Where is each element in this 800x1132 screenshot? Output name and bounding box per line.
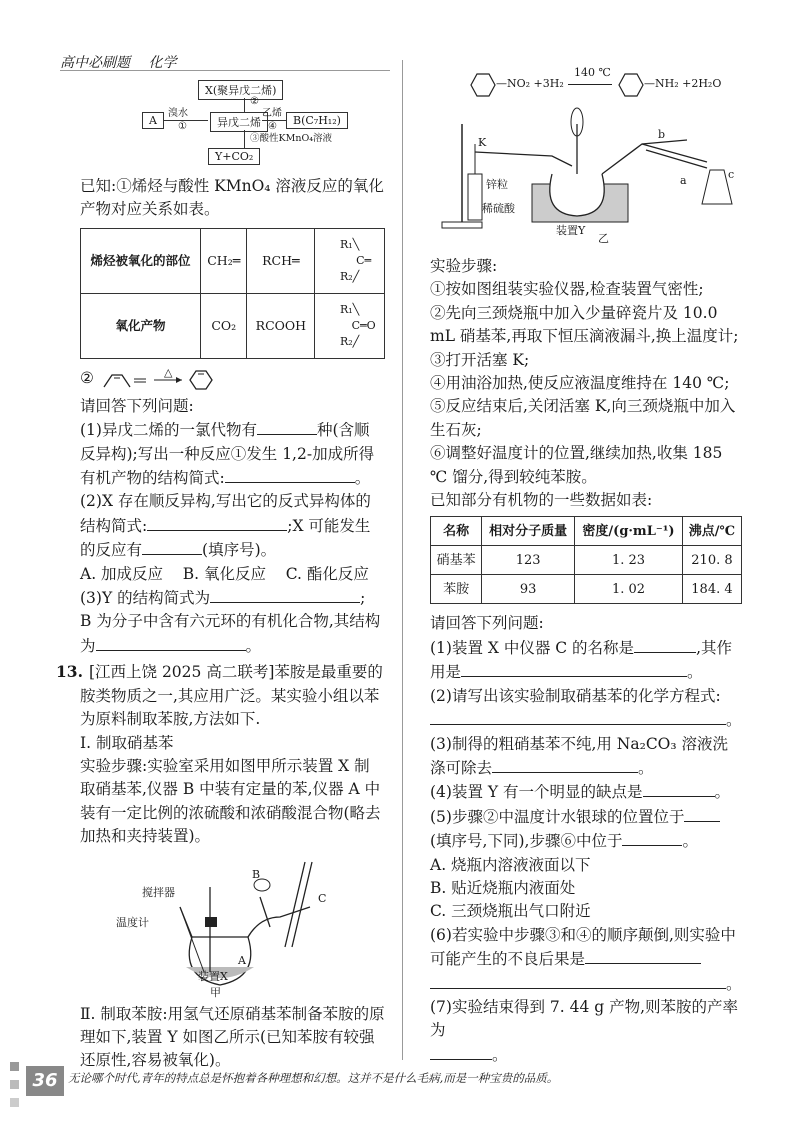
col-bp: 沸点/℃ [682, 517, 741, 546]
scheme-center: 异戊二烯 [210, 112, 268, 132]
section-1-title: Ⅰ. 制取硝基苯 [80, 733, 174, 752]
benzene-icon-2 [618, 72, 644, 98]
header-rule [60, 70, 390, 71]
r-q4: (4)装置 Y 有一个明显的缺点是 。 [430, 780, 742, 804]
section-2-text: Ⅱ. 制取苯胺:用氢气还原硝基苯制备苯胺的原理如下,装置 Y 如图乙所示(已知苯胺有较强还原性,容易被氧化)。 [80, 1004, 385, 1070]
table-row: 硝基苯 123 1. 23 210. 8 [431, 546, 742, 575]
step-6: ⑥调整好温度计的位置,继续加热,收集 185 ℃ 馏分,得到较纯苯胺。 [430, 444, 723, 486]
step-1: ①按如图组装实验仪器,检查装置气密性; [430, 280, 704, 299]
ox-prod-3-r1: R₁ [339, 302, 353, 316]
section-1-text: 实验步骤:实验室采用如图甲所示装置 X 制取硝基苯,仪器 B 中装有定量的苯,仪器 A 中装有一定比例的浓硫酸和浓硝酸混合物(略去加热和夹持装置)。 [80, 756, 381, 846]
scheme-r1n: ① [178, 121, 187, 132]
q3-blank-2[interactable] [96, 634, 246, 651]
step-4: ④用油浴加热,使反应液温度维持在 140 ℃; [430, 374, 730, 393]
q3: (3)Y 的结构简式为 ; B 为分子中含有六元环的有机化合物,其结构为 。 [80, 586, 385, 658]
scheme-b: B(C₇H₁₂) [286, 112, 348, 129]
col-name: 名称 [431, 517, 482, 546]
ox-site-3: R₁╲ C═ R₂╱ [315, 228, 385, 293]
problem-13-source: [江西上饶 2025 高二联考] [88, 663, 275, 682]
scheme-arrow-down [244, 130, 245, 148]
r-q5-blank-1[interactable] [684, 805, 720, 822]
problem-13-intro: 13. [江西上饶 2025 高二联考]苯胺是最重要的胺类物质之一,其应用广泛。某实验小组以苯为原料制取苯胺,方法如下. [56, 662, 383, 729]
q2-blank-1[interactable] [147, 514, 287, 531]
known-2-heat: △ [164, 365, 173, 379]
caption-x: 装置X [198, 969, 228, 983]
label-zinc: 锌粒 [486, 178, 508, 191]
running-header [60, 52, 176, 72]
r-q1: (1)装置 X 中仪器 C 的名称是 ,其作用是 。 [430, 636, 742, 685]
right-please: 请回答下列问题: [430, 614, 544, 633]
col-mass: 相对分子质量 [482, 517, 575, 546]
steps-title: 实验步骤: [430, 257, 498, 275]
scheme-r4n: ④ [268, 121, 277, 132]
scheme-r3: ③酸性KMnO₄溶液 [250, 133, 333, 144]
eq-arrow [568, 84, 612, 85]
q1-blank-1[interactable] [257, 418, 317, 435]
q2-options: A. 加成反应 B. 氧化反应 C. 酯化反应 [80, 564, 369, 583]
label-dilute-acid: 稀硫酸 [482, 202, 515, 215]
corner-square-3 [10, 1098, 19, 1107]
scheme-r1: 溴水 [168, 108, 188, 119]
ox-header-product: 氧化产物 [81, 293, 201, 358]
left-column [56, 175, 385, 1073]
q2-blank-2[interactable] [142, 538, 202, 555]
q2: (2)X 存在顺反异构,写出它的反式异构体的结构简式: ;X 可能发生的反应有 (填序号)。 [80, 492, 371, 560]
table-row: 苯胺 93 1. 02 184. 4 [431, 575, 742, 604]
label-a: A [238, 953, 246, 967]
ox-site-1: CH₂═ [201, 228, 247, 293]
label-c: C [318, 891, 327, 905]
caption-y: 装置Y [556, 224, 586, 237]
right-column [430, 255, 742, 1067]
q3-blank-1[interactable] [210, 586, 360, 603]
q1: (1)异戊二烯的一氯代物有 种(含顺反异构);写出一种反应①发生 1,2-加成所得有机产物的结构简式: 。 [80, 418, 385, 490]
eq-right: —NH₂ +2H₂O [644, 77, 722, 90]
r-q5-blank-2[interactable] [622, 829, 682, 846]
subject-title: 化学 [148, 55, 177, 71]
caption-yi: 乙 [598, 232, 609, 245]
scheme-a: A [142, 112, 164, 129]
r-q2: (2)请写出该实验制取硝基苯的化学方程式: 。 [430, 686, 742, 730]
scheme-r2: ② [250, 96, 259, 107]
problem-13-number: 13. [56, 662, 83, 682]
footer-motto: 无论哪个时代,青年的特点总是怀抱着各种理想和幻想。这并不是什么毛病,而是一种宝贵的品质。 [68, 1071, 559, 1085]
step-3: ③打开活塞 K; [430, 350, 530, 369]
ox-prod-3: R₁╲ C═O R₂╱ [315, 293, 385, 358]
r-q5-opt-c: C. 三颈烧瓶出气口附近 [430, 902, 591, 921]
eq-left: —NO₂ +3H₂ [496, 77, 564, 90]
r-q5: (5)步骤②中温度计水银球的位置位于(填序号,下同),步骤⑥中位于 。 [430, 805, 742, 854]
step-2: ②先向三颈烧瓶中加入少量碎瓷片及 10.0 mL 硝基苯,再取下恒压滴液漏斗,换上温度计; [430, 303, 739, 346]
oxidation-table [80, 228, 385, 359]
equation [470, 66, 770, 102]
corner-square-2 [10, 1080, 19, 1089]
please-answer: 请回答下列问题: [80, 396, 194, 415]
r-q3: (3)制得的粗硝基苯不纯,用 Na₂CO₃ 溶液洗涤可除去 。 [430, 734, 729, 777]
label-stirrer: 搅拌器 [142, 885, 175, 899]
ox-site-3-r1: R₁ [339, 237, 353, 251]
label-c-port: c [728, 168, 735, 181]
ox-prod-3-r2: R₂ [339, 334, 353, 348]
known-2-num: ② [80, 368, 94, 387]
r-q6-blank-2[interactable] [430, 972, 726, 989]
data-intro: 已知部分有机物的一些数据如表: [430, 491, 653, 510]
r-q6-blank-1[interactable] [585, 947, 701, 964]
data-table [430, 516, 742, 604]
caption-jia: 甲 [210, 985, 221, 999]
scheme-y: Y+CO₂ [208, 148, 260, 165]
ox-prod-1: CO₂ [201, 293, 247, 358]
book-title: 高中必刷题 [60, 55, 130, 71]
r-q2-blank[interactable] [430, 708, 726, 725]
reaction-scheme [140, 78, 380, 168]
label-a-port: a [680, 174, 687, 187]
known-2 [80, 367, 385, 395]
r-q5-opt-b: B. 贴近烧瓶内液面处 [430, 878, 576, 897]
r-q5-opt-a: A. 烧瓶内溶液液面以下 [430, 855, 591, 874]
r-q1-blank-1[interactable] [634, 636, 696, 653]
label-k: K [478, 136, 487, 149]
col-density: 密度/(g·mL⁻¹) [575, 517, 683, 546]
label-b-port: b [658, 128, 666, 141]
figure-yi [432, 104, 752, 246]
step-5: ⑤反应结束后,关闭活塞 K,向三颈烧瓶中加入生石灰; [430, 397, 736, 439]
label-b: B [252, 867, 261, 881]
label-thermometer: 温度计 [116, 915, 149, 929]
figure-jia [80, 857, 385, 997]
corner-square-1 [10, 1062, 19, 1071]
r-q1-blank-2[interactable] [461, 660, 687, 677]
r-q6: (6)若实验中步骤③和④的顺序颠倒,则实验中可能产生的不良后果是 。 [430, 925, 742, 993]
scheme-arrow-up [244, 98, 245, 112]
scheme-r4: 乙烯 [262, 108, 282, 119]
eq-cond: 140 ℃ [574, 66, 611, 79]
known-intro: 已知:①烯烃与酸性 KMnO₄ 溶液反应的氧化产物对应关系如表。 [80, 177, 384, 219]
column-divider [402, 60, 403, 1060]
q1-blank-2[interactable] [225, 466, 355, 483]
r-q7-blank[interactable] [430, 1043, 492, 1060]
r-q7: (7)实验结束得到 7. 44 g 产物,则苯胺的产率为 。 [430, 997, 739, 1064]
page-number: 36 [26, 1066, 64, 1096]
ox-site-2: RCH═ [247, 228, 315, 293]
ox-site-3-r2: R₂ [339, 269, 353, 283]
r-q3-blank[interactable] [492, 756, 638, 773]
r-q4-blank[interactable] [643, 780, 715, 797]
ox-prod-2: RCOOH [247, 293, 315, 358]
scheme-x: X(聚异戊二烯) [198, 80, 283, 100]
benzene-icon [470, 72, 496, 98]
apparatus-y-drawing [432, 104, 752, 246]
ox-header-site: 烯烃被氧化的部位 [81, 228, 201, 293]
